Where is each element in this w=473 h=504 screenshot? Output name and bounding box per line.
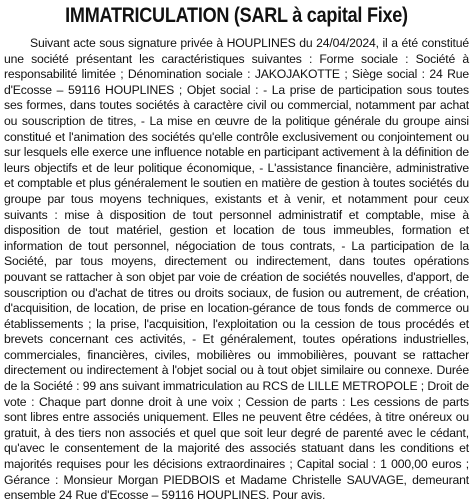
notice-title: IMMATRICULATION (SARL à capital Fixe) xyxy=(65,4,408,27)
notice-body: Suivant acte sous signature privée à HOUPLINES du 24/04/2024, il a été constitué une société présentant les caractéristiques suivantes : Forme sociale : Société à responsabilité limitée ; Dénomination sociale : JAKOJAKOTTE ; Siège social : 24 Rue d'Ecosse – 59116 HOUPLINES ; Objet social : - La prise de participation sous toutes ses formes, dans toutes sociétés à caractère civil ou commercial, notamment par achat ou souscription de titres, - La mise en œuvre de la politique générale du groupe ainsi constitué et l'animation des sociétés qu'elle contrôle exclusivement ou conjointement ou sur lesquels elle exerce une influence notable en participant activement à la définition de leurs objectifs et de leur politique économique, - L'assistance financière, administrative et comptable et plus généralement le soutien en matière de gestion à toutes sociétés du groupe par tous moyens techniques, existants et à venir, et notamment pour ceux suivants : mise à disposition de tout personnel administratif et comptable, mise à disposition de tout matériel, gestion et location de tous immeubles, formation et information de tout personnel, négociation de tous contrats, - La participation de la Société, par tous moyens, directement ou indirectement, dans toutes opérations pouvant se rattacher à son objet par voie de création de sociétés nouvelles, d'apport, de souscription ou d'achat de titres ou droits sociaux, de fusion ou autrement, de création, d'acquisition, de location, de prise en location-gérance de tous fonds de commerce ou établissements ; la prise, l'acquisition, l'exploitation ou la cession de tous procédés et brevets concernant ces activités, - Et généralement, toutes opérations industrielles, commerciales, financières, civiles, mobilières ou immobilières, pouvant se rattacher directement ou indirectement à l'objet social ou à tout objet similaire ou connexe. Durée de la Société : 99 ans suivant immatriculation au RCS de LILLE METROPOLE ; Droit de vote : Chaque part donne droit à une voix ; Cession de parts : Les cessions de parts sont libres entre associés uniquement. Elles ne peuvent être cédées, à titre onéreux ou gratuit, à des tiers non associés et quel que soit leur degré de parenté avec le cédant, qu'avec le consentement de la majorité des associés statuant dans les conditions et majorités requises pour les décisions extraordinaires ; Capital social : 1 000,00 euros ; Gérance : Monsieur Morgan PIEDBOIS et Madame Christelle SAUVAGE, demeurant ensemble 24 Rue d'Ecosse – 59116 HOUPLINES. Pour avis. xyxy=(4,36,469,503)
